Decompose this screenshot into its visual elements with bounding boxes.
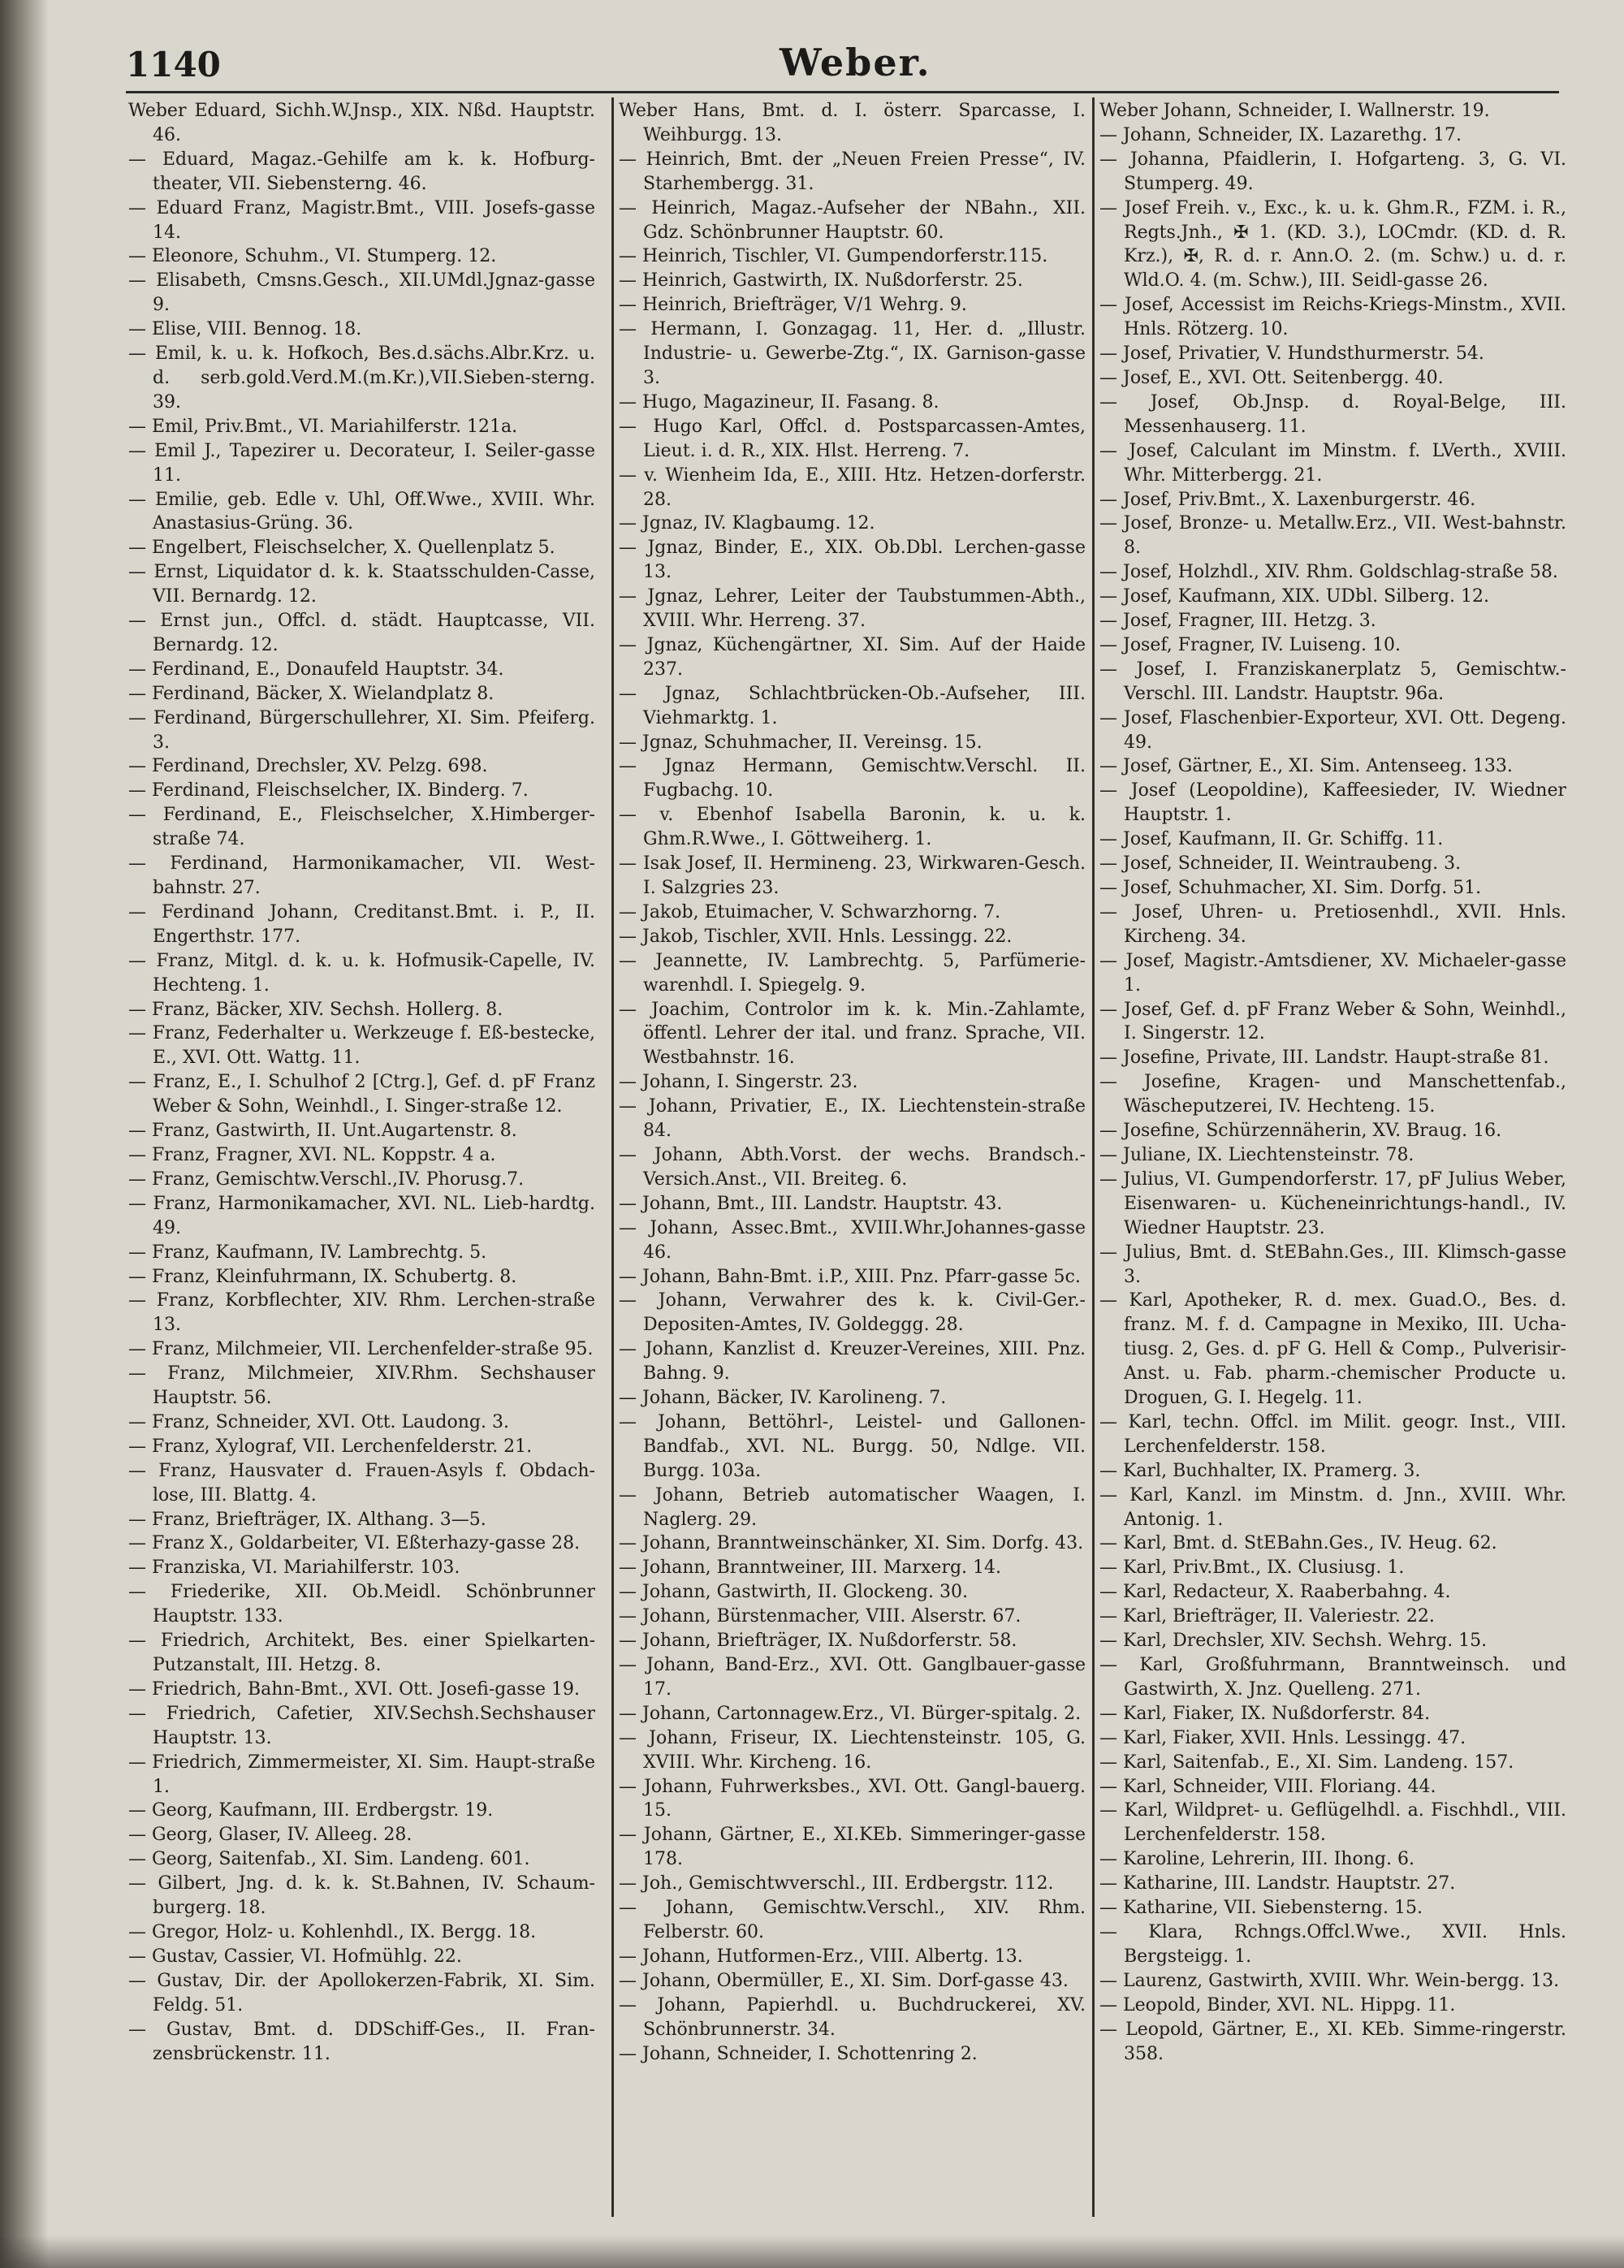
directory-entry: — Karl, Wildpret- u. Geflügelhdl. a. Fischhdl., VIII. Lerchenfelderstr. 158. — [1099, 1800, 1566, 1846]
directory-entry: — Johann, Bahn-Bmt. i.P., XIII. Pnz. Pfarr-gasse 5c. — [619, 1266, 1081, 1287]
column-left — [128, 99, 595, 2066]
directory-entry: — Ferdinand, Drechsler, XV. Pelzg. 698. — [128, 756, 488, 777]
directory-entry: — Josef, Bronze- u. Metallw.Erz., VII. West-bahnstr. 8. — [1099, 513, 1566, 559]
directory-entry: — Johann, Schneider, I. Schottenring 2. — [619, 2043, 978, 2064]
directory-entry: — Karl, Großfuhrmann, Branntweinsch. und Gastwirth, X. Jnz. Quelleng. 271. — [1099, 1655, 1566, 1700]
directory-entry: — Josef, Schuhmacher, XI. Sim. Dorfg. 51. — [1099, 878, 1482, 898]
directory-entry: — Johann, Betrieb automatischer Waagen, I. Naglerg. 29. — [619, 1484, 1086, 1530]
page-binding-shadow — [0, 0, 49, 2268]
directory-entry: — Josef, I. Franziskanerplatz 5, Gemischtw.-Verschl. III. Landstr. Hauptstr. 96a. — [1099, 659, 1566, 704]
directory-entry: — Franz, Schneider, XVI. Ott. Laudong. 3. — [128, 1411, 509, 1432]
directory-entry: — Friedrich, Bahn-Bmt., XVI. Ott. Josefi-gasse 19. — [128, 1678, 581, 1700]
directory-entry: — Johann, Fuhrwerksbes., XVI. Ott. Gangl-bauerg. 15. — [619, 1776, 1086, 1821]
directory-entry: — Gustav, Cassier, VI. Hofmühlg. 22. — [128, 1946, 462, 1967]
directory-entry: — Johann, Gärtner, E., XI.KEb. Simmeringer-gasse 178. — [619, 1825, 1086, 1870]
directory-entry: — Johann, Band-Erz., XVI. Ott. Ganglbauer-gasse 17. — [619, 1655, 1086, 1700]
directory-entry: — Jgnaz, IV. Klagbaumg. 12. — [619, 513, 875, 534]
directory-entry: — Johann, Abth.Vorst. der wechs. Brandsch.-Versich.Anst., VII. Breiteg. 6. — [619, 1144, 1086, 1190]
directory-entry: — Gilbert, Jng. d. k. k. St.Bahnen, IV. Schaum-burgerg. 18. — [128, 1873, 595, 1919]
directory-entry: — Franz, Gastwirth, II. Unt.Augartenstr. 8. — [128, 1121, 517, 1142]
directory-entry: — Gustav, Dir. der Apollokerzen-Fabrik, XI. Sim. Feldg. 51. — [128, 1970, 595, 2015]
directory-entry: — Laurenz, Gastwirth, XVIII. Whr. Wein-bergg. 13. — [1099, 1970, 1560, 1991]
directory-entry: — Johann, Papierhdl. u. Buchdruckerei, XV. Schönbrunnerstr. 34. — [619, 1994, 1086, 2040]
directory-entry: — Heinrich, Gastwirth, IX. Nußdorferstr. 25. — [619, 270, 1023, 292]
directory-entry: — Jakob, Etuimacher, V. Schwarzhorng. 7. — [619, 901, 1001, 922]
directory-entry: — Jeannette, IV. Lambrechtg. 5, Parfümerie-warenhdl. I. Spiegelg. 9. — [619, 950, 1086, 996]
directory-entry: — Ferdinand Johann, Creditanst.Bmt. i. P., II. Engerthstr. 177. — [128, 901, 595, 947]
directory-entry: — Johann, Schneider, IX. Lazarethg. 17. — [1099, 124, 1462, 145]
directory-entry: — Joh., Gemischtwverschl., III. Erdbergstr. 112. — [619, 1873, 1054, 1894]
directory-entry: — Elise, VIII. Bennog. 18. — [128, 319, 362, 340]
directory-entry: — Franz, Milchmeier, XIV.Rhm. Sechshauser Hauptstr. 56. — [128, 1363, 595, 1409]
directory-entry: — Franz, Milchmeier, VII. Lerchenfelder-straße 95. — [128, 1339, 594, 1360]
directory-entry: — Engelbert, Fleischselcher, X. Quellenplatz 5. — [128, 538, 555, 559]
directory-entry: — Franz, Kleinfuhrmann, IX. Schubertg. 8. — [128, 1266, 517, 1287]
directory-entry: — Eduard Franz, Magistr.Bmt., VIII. Josefs-gasse 14. — [128, 197, 595, 243]
column-right — [1099, 99, 1566, 2066]
directory-entry: — Eduard, Magaz.-Gehilfe am k. k. Hofburg-theater, VII. Siebensterng. 46. — [128, 149, 595, 194]
directory-entry: — v. Ebenhof Isabella Baronin, k. u. k. Ghm.R.Wwe., I. Göttweiherg. 1. — [619, 805, 1086, 850]
directory-entry: — Johann, Bürstenmacher, VIII. Alserstr. 67. — [619, 1606, 1021, 1627]
directory-entry: — Georg, Glaser, IV. Alleeg. 28. — [128, 1825, 412, 1846]
directory-entry: — Franz, Bäcker, XIV. Sechsh. Hollerg. 8. — [128, 999, 503, 1020]
directory-entry: — Josefine, Private, III. Landstr. Haupt-straße 81. — [1099, 1048, 1549, 1069]
directory-entry: — Josef, Flaschenbier-Exporteur, XVI. Ott. Degeng. 49. — [1099, 707, 1566, 753]
directory-entry: — Emil, k. u. k. Hofkoch, Bes.d.sächs.Albr.Krz. u. d. serb.gold.Verd.M.(m.Kr.),VII.Sieben-sterng. 39. — [128, 343, 595, 413]
directory-entry: — Julius, VI. Gumpendorferstr. 17, pF Julius Weber, Eisenwaren- u. Kücheneinrichtungs-handl., IV. Wiedner Hauptstr. 23. — [1099, 1169, 1566, 1238]
directory-entry: — Josef, Kaufmann, II. Gr. Schiffg. 11. — [1099, 829, 1444, 850]
directory-entry: — Klara, Rchngs.Offcl.Wwe., XVII. Hnls. Bergsteigg. 1. — [1099, 1921, 1566, 1967]
directory-entry: — Friedrich, Architekt, Bes. einer Spielkarten-Putzanstalt, III. Hetzg. 8. — [128, 1631, 595, 1675]
directory-entry: — Karl, Briefträger, II. Valeriestr. 22. — [1099, 1606, 1435, 1627]
directory-entry: — Karl, Kanzl. im Minstm. d. Jnn., XVIII. Whr. Antonig. 1. — [1099, 1484, 1566, 1530]
directory-entry: — Josef, Ob.Jnsp. d. Royal-Belge, III. Messenhauserg. 11. — [1099, 391, 1566, 437]
directory-entry: — Hugo, Magazineur, II. Fasang. 8. — [619, 391, 939, 413]
directory-entry: — Ferdinand, Bäcker, X. Wielandplatz 8. — [128, 683, 495, 704]
directory-entry: — Jgnaz, Küchengärtner, XI. Sim. Auf der Haide 237. — [619, 634, 1086, 680]
column-divider-2 — [1092, 97, 1095, 2217]
directory-entry: — Franz, Xylograf, VII. Lerchenfelderstr. 21. — [128, 1436, 533, 1457]
directory-entry: — Josef, Schneider, II. Weintraubeng. 3. — [1099, 853, 1462, 875]
directory-entry: — Jakob, Tischler, XVII. Hnls. Lessingg. 22. — [619, 926, 1013, 947]
directory-entry: — Johann, Branntweinschänker, XI. Sim. Dorfg. 43. — [619, 1533, 1084, 1554]
directory-entry: — Johann, Bmt., III. Landstr. Hauptstr. 43. — [619, 1193, 1003, 1214]
directory-entry: — Jgnaz Hermann, Gemischtw.Verschl. II. Fugbachg. 10. — [619, 756, 1086, 801]
directory-entry: — v. Wienheim Ida, E., XIII. Htz. Hetzen-dorferstr. 28. — [619, 464, 1086, 510]
directory-entry: — Jgnaz, Binder, E., XIX. Ob.Dbl. Lerchen-gasse 13. — [619, 538, 1086, 583]
directory-entry: — Johanna, Pfaidlerin, I. Hofgarteng. 3, G. VI. Stumperg. 49. — [1099, 149, 1566, 194]
directory-entry: — Franz, Harmonikamacher, XVI. NL. Lieb-hardtg. 49. — [128, 1193, 595, 1238]
directory-entry: — Franziska, VI. Mariahilferstr. 103. — [128, 1557, 460, 1579]
directory-entry: — Ernst, Liquidator d. k. k. Staatsschulden-Casse, VII. Bernardg. 12. — [128, 562, 595, 607]
directory-entry: — Friedrich, Zimmermeister, XI. Sim. Haupt-straße 1. — [128, 1752, 595, 1797]
directory-entry: — Gustav, Bmt. d. DDSchiff-Ges., II. Fran-zensbrückenstr. 11. — [128, 2019, 595, 2064]
header-rule — [126, 91, 1559, 93]
directory-entry: — Heinrich, Tischler, VI. Gumpendorferstr.115. — [619, 246, 1048, 267]
directory-entry: — Katharine, VII. Siebensterng. 15. — [1099, 1898, 1423, 1919]
directory-entry: — Johann, Bäcker, IV. Karolineng. 7. — [619, 1388, 947, 1409]
directory-entry: — Franz, Hausvater d. Frauen-Asyls f. Obdach-lose, III. Blattg. 4. — [128, 1460, 595, 1506]
directory-entry: — Josef (Leopoldine), Kaffeesieder, IV. Wiedner Hauptstr. 1. — [1099, 780, 1566, 826]
directory-entry: — Jgnaz, Schuhmacher, II. Vereinsg. 15. — [619, 732, 983, 753]
directory-entry: — Karl, Apotheker, R. d. mex. Guad.O., Bes. d. franz. M. f. d. Campagne in Mexiko, III. Ucha-tiusg. 2, Ges. d. pF G. Hell & Comp., Pulverisir-Anst. u. Fab. pharm.-chemischer Producte u. Droguen, G. I. Hegelg. 11. — [1099, 1290, 1566, 1409]
directory-entry: — Josef, Uhren- u. Pretiosenhdl., XVII. Hnls. Kircheng. 34. — [1099, 901, 1566, 947]
directory-entry: — Isak Josef, II. Hermineng. 23, Wirkwaren-Gesch. I. Salzgries 23. — [619, 853, 1086, 898]
directory-entry: — Josef, Magistr.-Amtsdiener, XV. Michaeler-gasse 1. — [1099, 950, 1566, 996]
directory-entry: — Julius, Bmt. d. StEBahn.Ges., III. Klimsch-gasse 3. — [1099, 1242, 1566, 1287]
directory-entry: — Johann, Assec.Bmt., XVIII.Whr.Johannes-gasse 46. — [619, 1217, 1086, 1263]
directory-entry: — Josef, Holzhdl., XIV. Rhm. Goldschlag-straße 58. — [1099, 562, 1558, 583]
directory-entry: — Ferdinand, E., Donaufeld Hauptstr. 34. — [128, 659, 504, 680]
directory-entry: — Johann, I. Singerstr. 23. — [619, 1072, 858, 1093]
directory-entry: — Johann, Obermüller, E., XI. Sim. Dorf-gasse 43. — [619, 1970, 1069, 1991]
directory-entry: — Heinrich, Briefträger, V/1 Wehrg. 9. — [619, 295, 967, 316]
directory-entry: — Karl, Fiaker, IX. Nußdorferstr. 84. — [1099, 1703, 1431, 1724]
directory-entry: — Karl, Buchhalter, IX. Pramerg. 3. — [1099, 1460, 1421, 1481]
directory-entry: — Friedrich, Cafetier, XIV.Sechsh.Sechshauser Hauptstr. 13. — [128, 1703, 595, 1748]
directory-entry: — Karl, Saitenfab., E., XI. Sim. Landeng. 157. — [1099, 1752, 1514, 1773]
directory-entry: — Eleonore, Schuhm., VI. Stumperg. 12. — [128, 246, 497, 267]
directory-entry: — Johann, Cartonnagew.Erz., VI. Bürger-spitalg. 2. — [619, 1703, 1082, 1724]
directory-entry: — Johann, Briefträger, IX. Nußdorferstr. 58. — [619, 1631, 1017, 1652]
directory-entry: — Josef, Fragner, III. Hetzg. 3. — [1099, 611, 1376, 632]
directory-entry: — Leopold, Binder, XVI. NL. Hippg. 11. — [1099, 1994, 1456, 2015]
directory-entry: — Ferdinand, Bürgerschullehrer, XI. Sim. Pfeiferg. 3. — [128, 707, 595, 753]
directory-entry: — Karoline, Lehrerin, III. Ihong. 6. — [1099, 1849, 1415, 1870]
directory-entry: — Karl, Redacteur, X. Raaberbahng. 4. — [1099, 1582, 1451, 1603]
directory-entry: — Hermann, I. Gonzagag. 11, Her. d. „Illustr. Industrie- u. Gewerbe-Ztg.“, IX. Garnison-gasse 3. — [619, 319, 1086, 388]
directory-entry: — Josef, Gef. d. pF Franz Weber & Sohn, Weinhdl., I. Singerstr. 12. — [1099, 999, 1566, 1044]
directory-entry: — Johann, Friseur, IX. Liechtensteinstr. 105, G. XVIII. Whr. Kircheng. 16. — [619, 1727, 1086, 1773]
directory-entry: — Franz, Kaufmann, IV. Lambrechtg. 5. — [128, 1242, 487, 1263]
directory-entry: — Leopold, Gärtner, E., XI. KEb. Simme-ringerstr. 358. — [1099, 2019, 1566, 2064]
directory-entry: — Johann, Verwahrer des k. k. Civil-Ger.-Depositen-Amtes, IV. Goldeggg. 28. — [619, 1290, 1086, 1336]
directory-entry: — Georg, Kaufmann, III. Erdbergstr. 19. — [128, 1800, 494, 1821]
directory-entry: — Gregor, Holz- u. Kohlenhdl., IX. Bergg. 18. — [128, 1921, 537, 1942]
directory-entry: — Johann, Bettöhrl-, Leistel- und Gallonen-Bandfab., XVI. NL. Burgg. 50, Ndlge. VII. Burgg. 103a. — [619, 1411, 1086, 1481]
directory-entry: — Josef, Kaufmann, XIX. UDbl. Silberg. 12. — [1099, 586, 1489, 607]
directory-entry: — Ferdinand, Harmonikamacher, VII. West-bahnstr. 27. — [128, 853, 595, 898]
directory-entry: — Josef, E., XVI. Ott. Seitenbergg. 40. — [1099, 367, 1444, 388]
directory-entry: — Johann, Branntweiner, III. Marxerg. 14. — [619, 1557, 1002, 1579]
directory-entry: — Franz X., Goldarbeiter, VI. Eßterhazy-gasse 28. — [128, 1533, 581, 1554]
directory-entry: — Emilie, geb. Edle v. Uhl, Off.Wwe., XVIII. Whr. Anastasius-Grüng. 36. — [128, 489, 595, 534]
directory-entry: — Franz, Federhalter u. Werkzeuge f. Eß-bestecke, E., XVI. Ott. Wattg. 11. — [128, 1023, 595, 1069]
directory-entry: — Emil, Priv.Bmt., VI. Mariahilferstr. 121a. — [128, 416, 518, 437]
directory-entry: — Ferdinand, E., Fleischselcher, X.Himberger-straße 74. — [128, 805, 595, 850]
directory-entry: — Josefine, Kragen- und Manschettenfab., Wäscheputzerei, IV. Hechteng. 15. — [1099, 1072, 1566, 1117]
directory-entry: — Franz, Gemischtw.Verschl.,IV. Phorusg.7. — [128, 1169, 525, 1190]
directory-entry: — Johann, Kanzlist d. Kreuzer-Vereines, XIII. Pnz. Bahng. 9. — [619, 1339, 1086, 1385]
directory-entry: — Juliane, IX. Liechtensteinstr. 78. — [1099, 1144, 1415, 1165]
directory-entry: — Emil J., Tapezirer u. Decorateur, I. Seiler-gasse 11. — [128, 440, 595, 486]
directory-entry: — Johann, Hutformen-Erz., VIII. Albertg. 13. — [619, 1946, 1023, 1967]
directory-entry: — Franz, E., I. Schulhof 2 [Ctrg.], Gef. d. pF Franz Weber & Sohn, Weinhdl., I. Singer-straße 12. — [128, 1072, 595, 1117]
directory-entry: — Franz, Briefträger, IX. Althang. 3—5. — [128, 1509, 486, 1530]
directory-entry: — Joachim, Controlor im k. k. Min.-Zahlamte, öffentl. Lehrer der ital. und franz. Sprache, VII. Westbahnstr. 16. — [619, 999, 1086, 1069]
directory-entry: Weber Hans, Bmt. d. I. österr. Sparcasse, I. Weihburgg. 13. — [619, 101, 1086, 145]
directory-entry: — Josef, Privatier, V. Hundsthurmerstr. 54. — [1099, 343, 1484, 365]
directory-entry: — Josefine, Schürzennäherin, XV. Braug. 16. — [1099, 1121, 1502, 1142]
directory-entry: — Josef, Fragner, IV. Luiseng. 10. — [1099, 634, 1402, 655]
directory-entry: — Elisabeth, Cmsns.Gesch., XII.UMdl.Jgnaz-gasse 9. — [128, 270, 595, 316]
directory-entry: — Katharine, III. Landstr. Hauptstr. 27. — [1099, 1873, 1456, 1894]
directory-entry: — Franz, Korbflechter, XIV. Rhm. Lerchen-straße 13. — [128, 1290, 595, 1336]
running-head: Weber. — [780, 41, 931, 84]
directory-entry: — Karl, Drechsler, XIV. Sechsh. Wehrg. 15. — [1099, 1631, 1488, 1652]
directory-entry: — Franz, Fragner, XVI. NL. Koppstr. 4 a. — [128, 1144, 496, 1165]
directory-entry: — Josef, Priv.Bmt., X. Laxenburgerstr. 46. — [1099, 489, 1476, 510]
directory-entry: — Jgnaz, Lehrer, Leiter der Taubstummen-Abth., XVIII. Whr. Herreng. 37. — [619, 586, 1086, 632]
directory-entry: Weber Johann, Schneider, I. Wallnerstr. 19. — [1099, 101, 1490, 121]
directory-entry: — Jgnaz, Schlachtbrücken-Ob.-Aufseher, III. Viehmarktg. 1. — [619, 683, 1086, 728]
directory-entry: — Josef, Calculant im Minstm. f. LVerth., XVIII. Whr. Mitterbergg. 21. — [1099, 440, 1566, 486]
directory-entry: — Ernst jun., Offcl. d. städt. Hauptcasse, VII. Bernardg. 12. — [128, 611, 595, 655]
directory-entry: — Johann, Gastwirth, II. Glockeng. 30. — [619, 1582, 968, 1603]
directory-entry: — Johann, Gemischtw.Verschl., XIV. Rhm. Felberstr. 60. — [619, 1898, 1086, 1942]
directory-entry: — Josef, Gärtner, E., XI. Sim. Antenseeg. 133. — [1099, 756, 1513, 777]
directory-entry: — Hugo Karl, Offcl. d. Postsparcassen-Amtes, Lieut. i. d. R., XIX. Hlst. Herreng. 7. — [619, 416, 1086, 461]
directory-entry: — Karl, Schneider, VIII. Floriang. 44. — [1099, 1776, 1436, 1797]
directory-entry: — Franz, Mitgl. d. k. u. k. Hofmusik-Capelle, IV. Hechteng. 1. — [128, 950, 595, 996]
directory-entry: — Karl, Bmt. d. StEBahn.Ges., IV. Heug. 62. — [1099, 1533, 1497, 1554]
directory-entry: — Karl, Priv.Bmt., IX. Clusiusg. 1. — [1099, 1557, 1405, 1579]
directory-entry: — Georg, Saitenfab., XI. Sim. Landeng. 601. — [128, 1849, 530, 1870]
page-number: 1140 — [126, 45, 221, 84]
directory-entry: — Heinrich, Magaz.-Aufseher der NBahn., XII. Gdz. Schönbrunner Hauptstr. 60. — [619, 197, 1086, 243]
directory-entry: Weber Eduard, Sichh.W.Jnsp., XIX. Nßd. Hauptstr. 46. — [128, 101, 595, 145]
directory-entry: — Johann, Privatier, E., IX. Liechtenstein-straße 84. — [619, 1096, 1086, 1142]
directory-entry: — Heinrich, Bmt. der „Neuen Freien Presse“, IV. Starhembergg. 31. — [619, 149, 1086, 194]
column-divider-1 — [611, 97, 614, 2217]
directory-entry: — Ferdinand, Fleischselcher, IX. Binderg. 7. — [128, 780, 529, 801]
directory-entry: — Karl, Fiaker, XVII. Hnls. Lessingg. 47. — [1099, 1727, 1466, 1748]
directory-entry: — Karl, techn. Offcl. im Milit. geogr. Inst., VIII. Lerchenfelderstr. 158. — [1099, 1411, 1566, 1457]
column-middle — [619, 99, 1086, 2066]
directory-entry: — Josef Freih. v., Exc., k. u. k. Ghm.R., FZM. i. R., Regts.Jnh., ✠ 1. (KD. 3.), LOCmdr. (KD. d. R. Krz.), ✠, R. d. r. Ann.O. 2. (m. Schw.) u. d. r. Wld.O. 4. (m. Schw.), III. Seidl-gasse 26. — [1099, 197, 1566, 292]
page-bottom-shadow — [0, 2236, 1624, 2268]
directory-entry: — Friederike, XII. Ob.Meidl. Schönbrunner Hauptstr. 133. — [128, 1582, 595, 1627]
directory-entry: — Josef, Accessist im Reichs-Kriegs-Minstm., XVII. Hnls. Rötzerg. 10. — [1099, 295, 1566, 340]
